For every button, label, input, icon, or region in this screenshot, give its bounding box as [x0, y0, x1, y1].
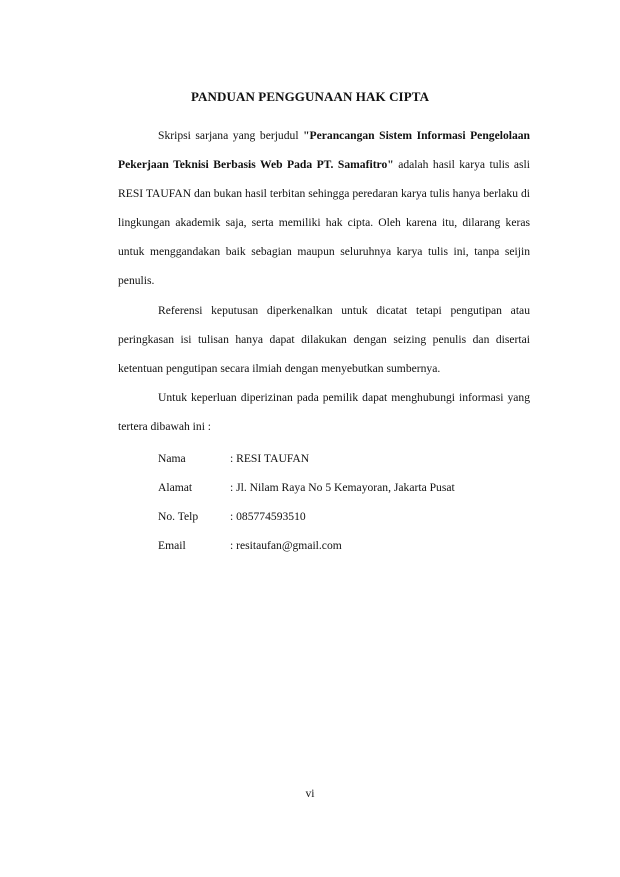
contact-row-address — [158, 473, 455, 502]
paragraph-permission-contact: Untuk keperluan diperizinan pada pemilik dapat menghubungi informasi yang tertera dibawah ini : — [118, 390, 530, 433]
contact-value: : RESI TAUFAN — [230, 452, 310, 466]
contact-value: : resitaufan@gmail.com — [230, 539, 342, 553]
contact-value: : Jl. Nilam Raya No 5 Kemayoran, Jakarta Pusat — [230, 481, 455, 495]
page-title: PANDUAN PENGGUNAAN HAK CIPTA — [190, 89, 430, 104]
contact-row-email — [158, 531, 455, 560]
contact-label: Alamat — [158, 481, 193, 495]
contact-info-table — [158, 444, 455, 560]
contact-label: No. Telp — [158, 510, 199, 524]
paragraph-1-rest: adalah hasil karya tulis asli RESI TAUFAN dan bukan hasil terbitan sehingga peredaran karya tulis hanya berlaku di lingkungan akademik saja, serta memiliki hak cipta. Oleh karena itu, dilarang keras untuk menggandakan baik sebagian maupun seluruhnya karya tulis ini, tanpa seijin penulis. — [118, 158, 530, 288]
contact-value: : 085774593510 — [230, 510, 306, 524]
page-number: vi — [305, 787, 315, 800]
contact-row-name — [158, 444, 455, 473]
thesis-title: "Perancangan Sistem Informasi Pengelolaan Pekerjaan Teknisi Berbasis Web Pada PT. Samafitro" — [118, 129, 530, 172]
contact-row-phone — [158, 502, 455, 531]
contact-label: Email — [158, 539, 186, 553]
document-body — [118, 121, 530, 441]
paragraph-citation-rules: Referensi keputusan diperkenalkan untuk dicatat tetapi pengutipan atau peringkasan isi tulisan hanya dapat dilakukan dengan seizing penulis dan disertai ketentuan pengutipan secara ilmiah dengan menyebutkan sumbernya. — [118, 303, 530, 375]
paragraph-thesis-statement — [118, 121, 530, 296]
paragraph-1-intro: Skripsi sarjana yang berjudul — [158, 129, 304, 142]
contact-label: Nama — [158, 452, 186, 466]
